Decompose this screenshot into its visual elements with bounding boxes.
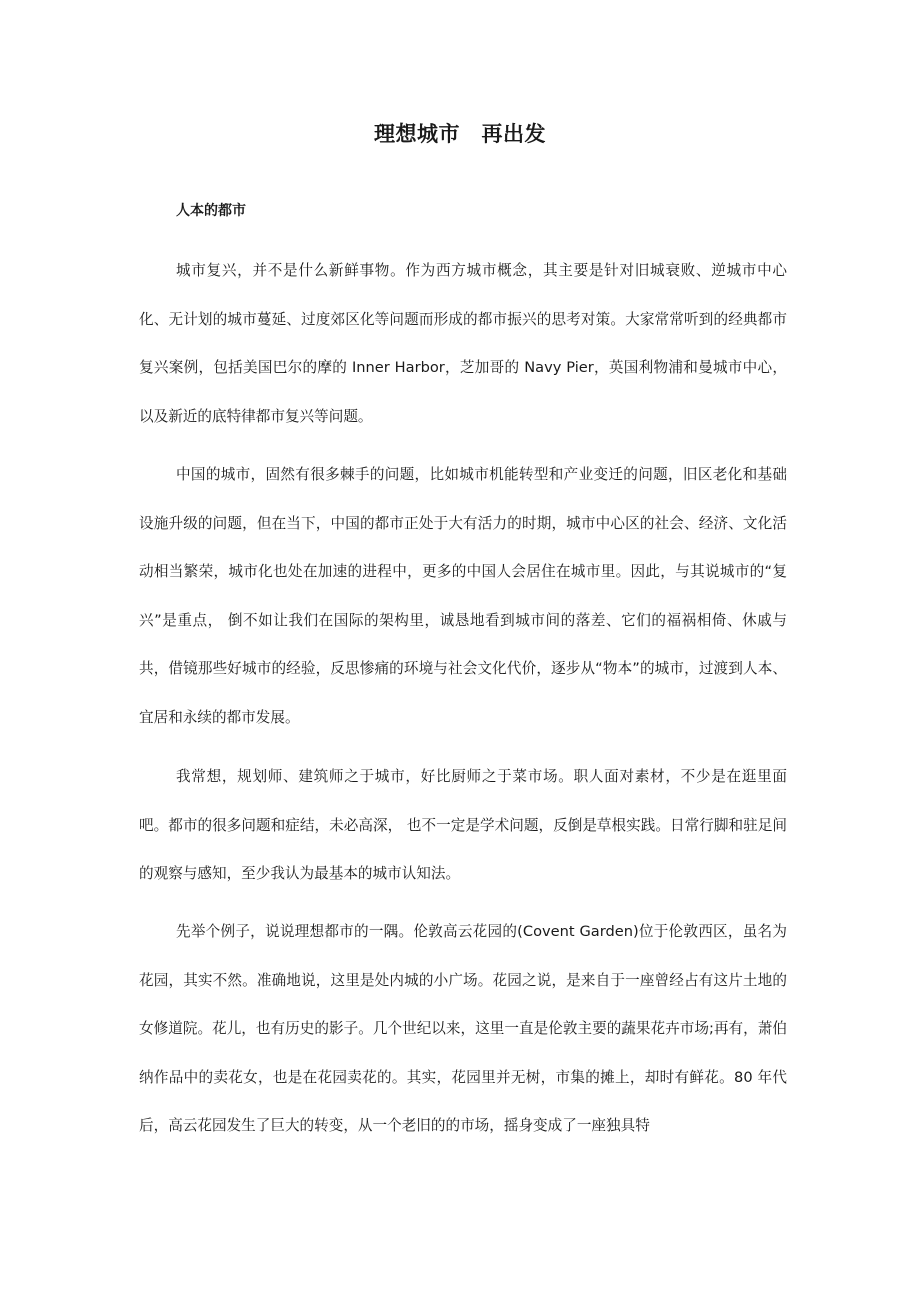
paragraph: 先举个例子，说说理想都市的一隅。伦敦高云花园的(Covent Garden)位于伦敦西区，虽名为花园，其实不然。准确地说，这里是处内城的小广场。花园之说，是来自于一座曾经占有这片土地的女修道院。花儿，也有历史的影子。几个世纪以来，这里一直是伦敦主要的蔬果花卉市场;再有，萧伯纳作品中的卖花女，也是在花园卖花的。其实，花园里并无树，市集的摊上，却时有鲜花。80 年代后，高云花园发生了巨大的转变，从一个老旧的的市场，摇身变成了一座独具特 <box>139 923 787 1134</box>
paragraph: 城市复兴，并不是什么新鲜事物。作为西方城市概念，其主要是针对旧城衰败、逆城市中心化、无计划的城市蔓延、过度郊区化等问题而形成的都市振兴的思考对策。大家常常听到的经典都市复兴案例，包括美国巴尔的摩的 Inner Harbor，芝加哥的 Navy Pier，英国利物浦和曼城市中心，以及新近的底特律都市复兴等问题。 <box>139 262 787 425</box>
paragraph: 中国的城市，固然有很多棘手的问题，比如城市机能转型和产业变迁的问题，旧区老化和基础设施升级的问题，但在当下，中国的都市正处于大有活力的时期，城市中心区的社会、经济、文化活动相当繁荣，城市化也处在加速的进程中，更多的中国人会居住在城市里。因此，与其说城市的“复兴”是重点， 倒不如让我们在国际的架构里，诚恳地看到城市间的落差、它们的福祸相倚、休戚与共，借镜那些好城市的经验，反思惨痛的环境与社会文化代价，逐步从“物本”的城市，过渡到人本、宜居和永续的都市发展。 <box>139 466 787 726</box>
paragraph: 我常想，规划师、建筑师之于城市，好比厨师之于菜市场。职人面对素材，不少是在逛里面吧。都市的很多问题和症结，未必高深， 也不一定是学术问题，反倒是草根实践。日常行脚和驻足间的观察与感知，至少我认为最基本的城市认知法。 <box>139 768 787 882</box>
section-heading: 人本的都市 <box>176 203 246 219</box>
page-title: 理想城市 再出发 <box>374 122 546 146</box>
